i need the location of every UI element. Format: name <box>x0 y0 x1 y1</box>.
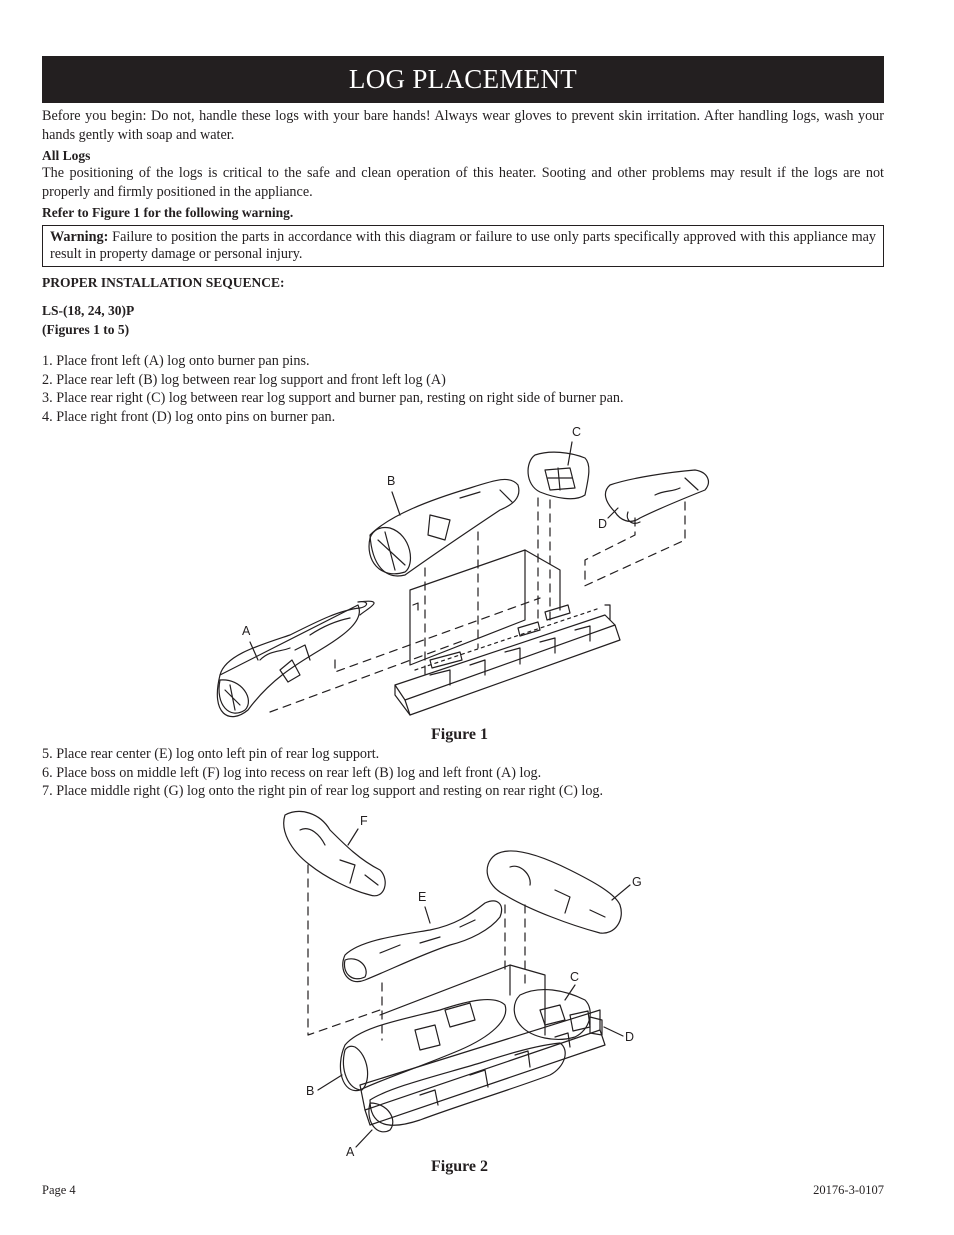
step-item: 3. Place rear right (C) log between rear log support and burner pan, resting on right side of burner pan. <box>42 390 624 406</box>
log-c <box>528 452 589 499</box>
label-d: D <box>598 517 608 531</box>
warning-label: Warning: <box>50 229 109 245</box>
steps-list-1 <box>42 352 624 426</box>
model-line-2: (Figures 1 to 5) <box>42 322 130 337</box>
label-b: B <box>387 474 396 488</box>
step-item: 1. Place front left (A) log onto burner pan pins. <box>42 353 310 369</box>
label-e: E <box>418 890 427 904</box>
label-c: C <box>570 970 580 984</box>
callout-line-g <box>612 885 630 900</box>
log-b <box>369 479 519 576</box>
log-f <box>284 811 385 895</box>
figure-2-caption: Figure 2 <box>431 1158 489 1175</box>
label-g: G <box>632 875 642 889</box>
assembled-logs <box>340 965 605 1132</box>
callout-line-b <box>392 492 400 515</box>
placement-guides <box>270 498 685 712</box>
sequence-heading: PROPER INSTALLATION SEQUENCE: <box>42 275 285 290</box>
intro-paragraph: Before you begin: Do not, handle these logs with your bare hands! Always wear gloves to prevent skin irritation. After handling logs, wash your hands gently with soap and water. <box>42 108 884 143</box>
label-c: C <box>572 425 582 439</box>
placement-guides-2 <box>308 865 525 1040</box>
log-e <box>343 901 502 982</box>
step-item: 7. Place middle right (G) log onto the right pin of rear log support and resting on rear right (C) log. <box>42 783 604 799</box>
page-title-banner <box>42 56 884 103</box>
warning-box <box>42 225 884 267</box>
steps-list-2 <box>42 745 603 801</box>
all-logs-paragraph: The positioning of the logs is critical to the safe and clean operation of this heater. Sooting and other problems may result if the logs are not properly and firmly positioned in the appliance. <box>42 165 884 200</box>
callout-line-e <box>425 907 430 923</box>
step-item: 4. Place right front (D) log onto pins on burner pan. <box>42 408 336 425</box>
callout-line-b <box>318 1075 342 1090</box>
warning-text: Failure to position the parts in accordance with this diagram or failure to use only parts specifically approved with this appliance may result in property damage or personal injury. <box>50 229 876 262</box>
page-number: Page 4 <box>42 1183 76 1197</box>
page-title: LOG PLACEMENT <box>348 64 578 94</box>
all-logs-heading: All Logs <box>42 148 91 163</box>
figure-2-illustration <box>270 805 670 1165</box>
log-a <box>217 601 374 716</box>
step-item: 5. Place rear center (E) log onto left pin of rear log support. <box>42 746 380 762</box>
document-number: 20176-3-0107 <box>813 1183 884 1197</box>
model-line-1: LS-(18, 24, 30)P <box>42 303 135 318</box>
label-a: A <box>242 624 251 638</box>
label-b: B <box>306 1084 315 1098</box>
refer-note: Refer to Figure 1 for the following warning. <box>42 205 294 220</box>
callout-line-f <box>348 829 358 845</box>
step-item: 6. Place boss on middle left (F) log into recess on rear left (B) log and left front (A) log. <box>42 764 542 781</box>
label-a: A <box>346 1145 355 1159</box>
figure-1-caption: Figure 1 <box>431 726 489 743</box>
callout-line-a <box>356 1130 372 1147</box>
log-d <box>605 470 708 523</box>
step-item: 2. Place rear left (B) log between rear log support and front left log (A) <box>42 371 446 388</box>
callout-line-d <box>604 1027 623 1036</box>
burner-pan <box>395 550 620 715</box>
label-d: D <box>625 1030 635 1044</box>
figure-1-illustration <box>200 420 730 730</box>
label-f: F <box>360 814 368 828</box>
log-g <box>487 851 621 933</box>
